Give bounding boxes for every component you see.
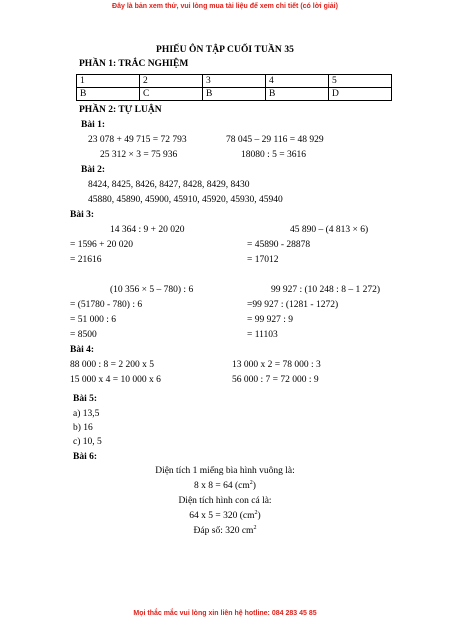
bai3-c-step3: = 8500: [70, 330, 97, 340]
question-cell: 1: [77, 75, 140, 88]
bai3-d-expression: 99 927 : (10 248 : 8 – 1 272): [271, 285, 380, 295]
bai2-label: Bài 2:: [81, 165, 106, 175]
bai3-d-step1: =99 927 : (1281 - 1272): [247, 300, 339, 310]
bai4-line1-right: 13 000 x 2 = 78 000 : 3: [232, 360, 321, 370]
question-row: [77, 75, 392, 88]
bai1-line1-right: 78 045 – 29 116 = 48 929: [226, 135, 324, 145]
bai2-line1: 8424, 8425, 8426, 8427, 8428, 8429, 8430: [88, 180, 250, 190]
footer-banner: Mọi thắc mắc vui lòng xin liên hệ hotline: 084 283 45 85: [133, 610, 317, 617]
bai3-c-step2: = 51 000 : 6: [70, 315, 116, 325]
answer-cell: D: [329, 88, 392, 101]
bai1-line2-left: 25 312 × 3 = 75 936: [100, 150, 178, 160]
bai3-b-expression: 45 890 – (4 813 × 6): [290, 225, 369, 235]
bai6-line4: 64 x 5 = 320 $(cm^2)$: [189, 510, 261, 521]
header-banner: Đây là bản xem thử, vui lòng mua tài liệu để xem chi tiết (có lời giải): [112, 3, 338, 10]
answer-cell: B: [203, 88, 266, 101]
bai5-answer-b: b) 16: [73, 423, 93, 433]
bai3-d-step2: = 99 927 : 9: [247, 315, 293, 325]
question-cell: 2: [140, 75, 203, 88]
bai3-d-step3: = 11103: [247, 330, 278, 340]
bai3-a-step2: = 21616: [70, 255, 102, 265]
bai3-b-step2: = 17012: [247, 255, 279, 265]
bai6-line2: 8 x 8 = 64 $(cm^2)$: [194, 480, 256, 491]
bai6-line3: Diện tích hình con cá là:: [178, 496, 272, 506]
bai6-label: Bài 6:: [73, 452, 98, 462]
bai3-a-step1: = 1596 + 20 020: [70, 240, 133, 250]
bai3-a-expression: 14 364 : 9 + 20 020: [110, 225, 185, 235]
bai6-answer: Đáp số: 320 $cm^2$: [193, 525, 257, 536]
part2-heading: PHẦN 2: TỰ LUẬN: [79, 105, 162, 115]
answer-row: [77, 88, 392, 101]
bai2-line2: 45880, 45890, 45900, 45910, 45920, 45930, 45940: [88, 195, 283, 205]
answer-cell: B: [77, 88, 140, 101]
bai5-answer-a: a) 13,5: [73, 409, 100, 419]
bai3-c-expression: (10 356 × 5 – 780) : 6: [110, 285, 194, 295]
bai4-label: Bài 4:: [70, 345, 95, 355]
bai4-line2-right: 56 000 : 7 = 72 000 : 9: [232, 375, 319, 385]
answer-cell: C: [140, 88, 203, 101]
answer-table: [76, 74, 392, 101]
bai3-label: Bài 3:: [70, 210, 95, 220]
bai3-b-step1: = 45890 - 28878: [247, 240, 311, 250]
question-cell: 4: [266, 75, 329, 88]
bai3-c-step1: = (51780 - 780) : 6: [70, 300, 143, 310]
bai5-answer-c: c) 10, 5: [73, 437, 102, 447]
answer-cell: B: [266, 88, 329, 101]
bai1-line1-left: 23 078 + 49 715 = 72 793: [88, 135, 187, 145]
bai4-line2-left: 15 000 x 4 = 10 000 x 6: [70, 375, 161, 385]
part1-heading: PHẦN 1: TRẮC NGHIỆM: [79, 59, 189, 69]
bai1-line2-right: 18080 : 5 = 3616: [241, 150, 306, 160]
bai1-label: Bài 1:: [81, 120, 106, 130]
question-cell: 5: [329, 75, 392, 88]
page-title: PHIẾU ÔN TẬP CUỐI TUẦN 35: [155, 45, 295, 55]
bai6-line1: Diện tích 1 miếng bìa hình vuông là:: [155, 466, 295, 476]
question-cell: 3: [203, 75, 266, 88]
bai5-label: Bài 5:: [73, 394, 98, 404]
bai4-line1-left: 88 000 : 8 = 2 200 x 5: [70, 360, 154, 370]
